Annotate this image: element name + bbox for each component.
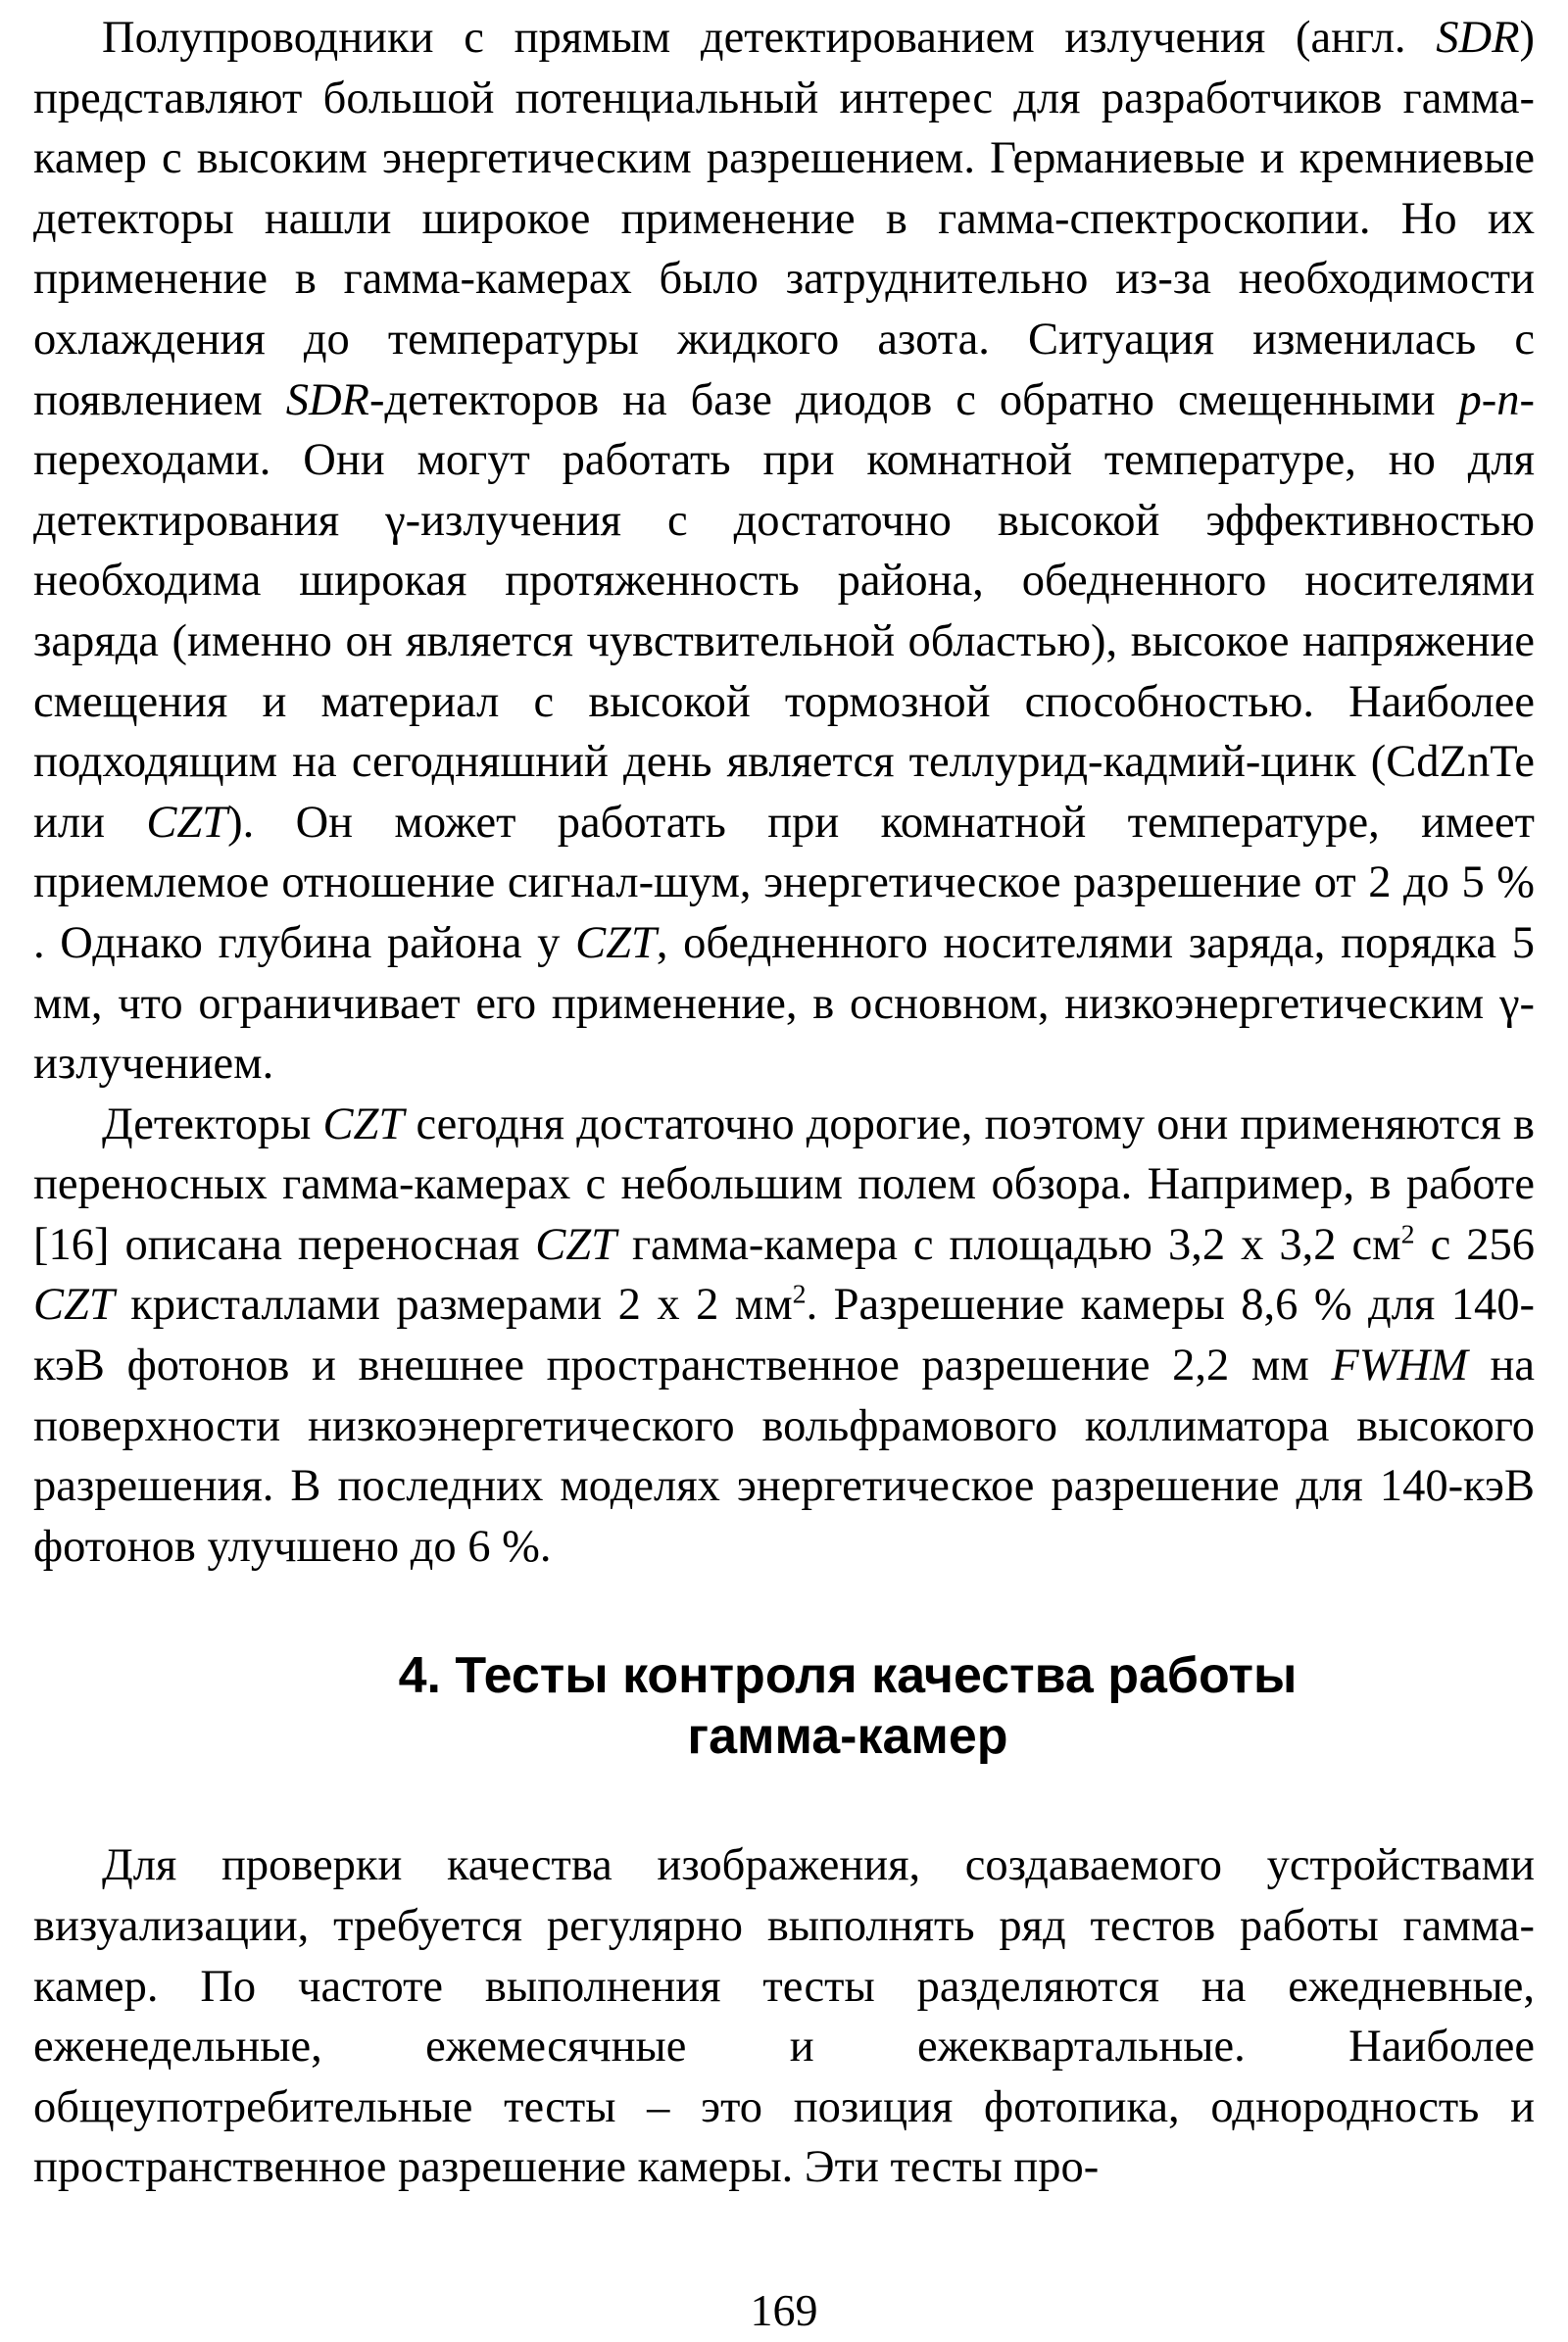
spacer (33, 1767, 1535, 1835)
text-run: Детекторы (102, 1098, 323, 1149)
paragraph-quality-tests (33, 1835, 1535, 2198)
italic-term: p-n (1458, 374, 1520, 425)
section-heading (33, 1645, 1535, 1767)
text-run: гамма-камера с площадью 3,2 х 3,2 см (615, 1219, 1401, 1270)
text-run: на поверхности низкоэнергетического вольфрамового коллиматора высокого разрешения. В последних моделях энергетическое разрешение для 140-кэВ фотонов улучшено до 6 %. (33, 1341, 1535, 1572)
text-run: . Разрешение камеры 8,6 % для 140-кэВ фотонов и внешнее пространственное разрешение 2,2 мм (33, 1280, 1535, 1391)
text-run: , обедненного носителями заряда, порядка 5 мм, что ограничивает его применение, в основном, низкоэнергетическим γ-излучением. (33, 917, 1535, 1090)
section-heading-line-2: гамма-камер (687, 1708, 1008, 1766)
text-run: с 256 (1414, 1219, 1535, 1270)
text-run: Полупроводники с прямым детектированием излучения (англ. (102, 13, 1437, 63)
paragraph-sdr-semiconductors (33, 8, 1535, 1095)
italic-term: CZT (33, 1280, 115, 1331)
italic-term: SDR (1436, 13, 1520, 63)
text-run: -переходами. Они могут работать при комнатной температуре, но для детектирования γ-излучения с достаточно высокой эффективностью необходима широкая протяженность района, обедненного носителями заряда (именно он является чувствительной областью), высокое напряжение смещения и материал с высокой тормозной способностью. Наиболее подходящим на сегодняшний день является теллурид-кадмий-цинк (CdZnTe или (33, 374, 1535, 848)
text-run: сегодня достаточно дорогие, поэтому они применяются в переносных гамма-камерах с небольшим полем обзора. Например, в работе [16] описана переносная (33, 1098, 1535, 1270)
page-number: 169 (750, 2285, 818, 2335)
superscript: 2 (792, 1279, 807, 1310)
text-run: ). Он может работать при комнатной температуре, имеет приемлемое отношение сигнал-шум, энергетическое разрешение от 2 до 5 % . Однако глубина района у (33, 797, 1535, 968)
italic-term: CZT (322, 1098, 405, 1149)
section-heading-line-1: 4. Тесты контроля качества работы (398, 1647, 1298, 1705)
text-run: кристаллами размерами 2 х 2 мм (114, 1280, 793, 1331)
text-run: -детекторов на базе диодов с обратно смещенными (368, 374, 1459, 425)
page-content (33, 8, 1535, 2198)
italic-term: CZT (535, 1219, 616, 1270)
italic-term: SDR (285, 374, 369, 425)
italic-term: CZT (146, 797, 228, 848)
text-run: Для проверки качества изображения, создаваемого устройствами визуализации, требуется регулярно выполнять ряд тестов работы гамма-камер. По частоте выполнения тесты разделяются на ежедневные, еженедельные, ежемесячные и ежеквартальные. Наиболее общеупотребительные тесты – это позиция фотопика, однородность и пространственное разрешение камеры. Эти тесты про- (33, 1840, 1535, 2193)
text-run: ) представляют большой потенциальный интерес для разработчиков гамма-камер с высоким энергетическим разрешением. Германиевые и кремниевые детекторы нашли широкое применение в гамма-спектроскопии. Но их применение в гамма-камерах было затруднительно из-за необходимости охлаждения до температуры жидкого азота. Ситуация изменилась с появлением (33, 13, 1535, 425)
superscript: 2 (1400, 1219, 1415, 1250)
paragraph-czt-detectors (33, 1095, 1535, 1578)
italic-term: CZT (575, 917, 657, 968)
italic-term: FWHM (1331, 1341, 1468, 1391)
